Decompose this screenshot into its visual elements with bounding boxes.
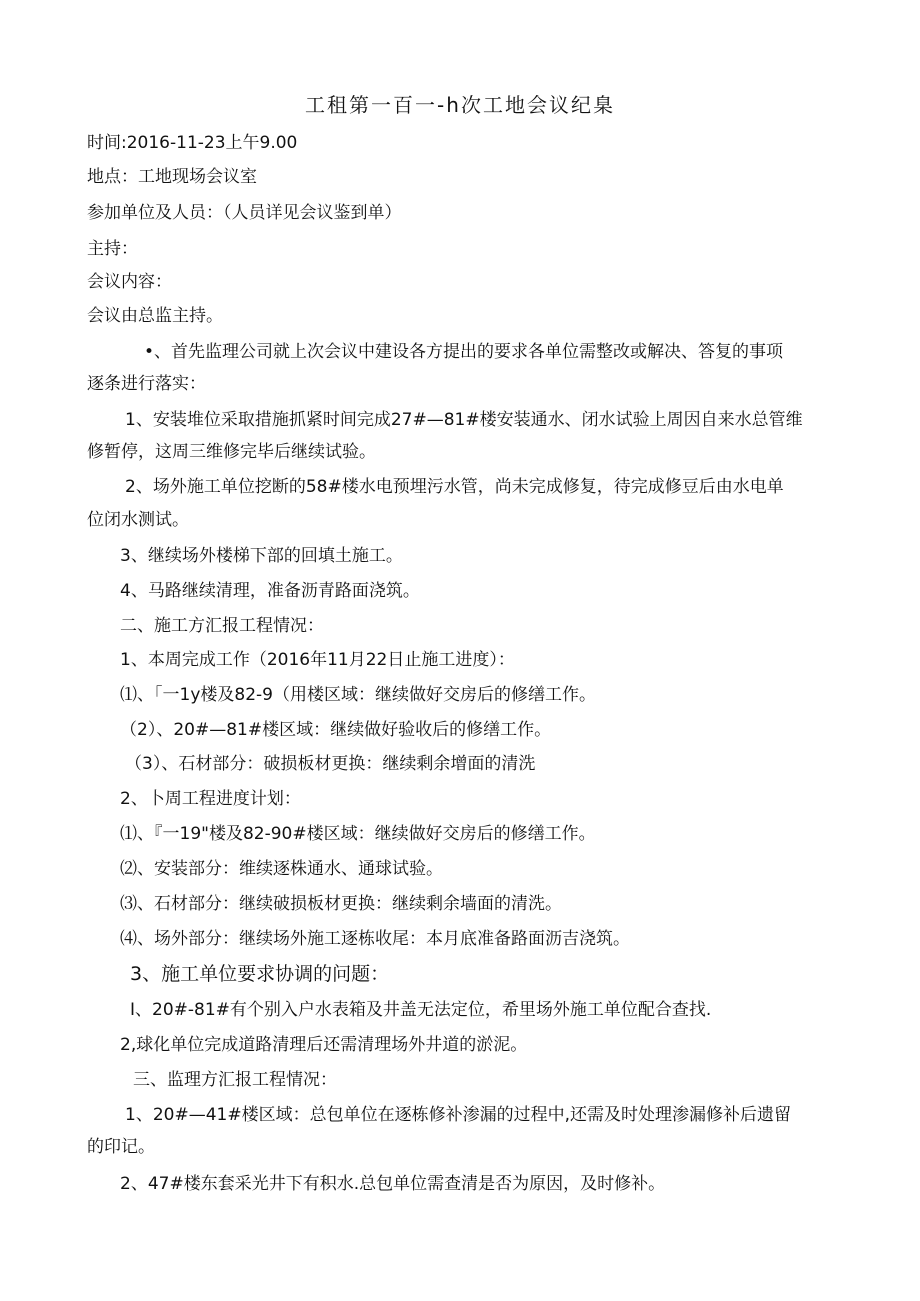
meeting-content-label: 会议内容： xyxy=(87,272,172,292)
section-heading: 二、施工方汇报工程情况： xyxy=(120,616,324,636)
meeting-attendees: 参加单位及人员：（人员详见会议鉴到单） xyxy=(87,203,402,223)
list-item: ⑶、石材部分：继续破损板材更换：继续剩余墙面的清洗。 xyxy=(120,894,562,914)
meeting-time: 时间:2016-11-23上午9.00 xyxy=(87,133,298,153)
paragraph-line: 修暂停，这周三维修完毕后继续试验。 xyxy=(87,442,376,462)
paragraph-line: 2、场外施工单位挖断的58#楼水电预埋污水管，尚未完成修复，待完成修豆后由水电单 xyxy=(125,477,784,497)
section-heading: 3、施工单位要求协调的问题： xyxy=(130,963,390,985)
paragraph-line: 1、20#—41#楼区域：总包单位在逐栋修补渗漏的过程中,还需及时处理渗漏修补后遗留 xyxy=(125,1105,791,1125)
document-title: 工租第一百一-h次工地会议纪臬 xyxy=(305,93,615,117)
paragraph-line: 4、马路继续清理，准备沥青路面浇筑。 xyxy=(120,581,420,601)
meeting-location: 地点：工地现场会议室 xyxy=(87,167,257,187)
meeting-chair-line: 会议由总监主持。 xyxy=(87,306,223,326)
paragraph-line: 2,球化单位完成道路清理后还需清理场外井道的淤泥。 xyxy=(120,1035,528,1055)
list-item: （3）、石材部分：破损板材更换：继续剩余增面的清洗 xyxy=(125,754,536,774)
paragraph-line: 2、47#楼东套采光井下有积水.总包单位需查清是否为原因，及时修补。 xyxy=(120,1174,666,1194)
paragraph-line: 2、卜周工程进度计划： xyxy=(120,789,301,809)
list-item: ⑴、「一1y楼及82-9（用楼区域：继续做好交房后的修缮工作。 xyxy=(120,685,596,705)
paragraph-line: 位闭水测试。 xyxy=(87,510,189,530)
list-item: （2）、20#—81#楼区域：继续做好验收后的修缮工作。 xyxy=(120,720,552,740)
paragraph-line: 1、本周完成工作（2016年11月22日止施工进度）： xyxy=(120,650,515,670)
paragraph-line: 1、安装堆位采取措施抓紧时间完成27#—81#楼安装通水、闭水试验上周因自来水总管维 xyxy=(125,410,803,430)
paragraph-line: 逐条进行落实： xyxy=(87,374,206,394)
list-item: ⑷、场外部分：继续场外施工逐栋收尾：本月底准备路面沥吉浇筑。 xyxy=(120,929,630,949)
list-item: ⑴、『一19"楼及82-90#楼区域：继续做好交房后的修缮工作。 xyxy=(120,824,596,844)
list-item: ⑵、安装部分：维续逐株通水、通球试验。 xyxy=(120,859,443,879)
paragraph-line: I、20#-81#有个别入户水表箱及井盖无法定位，希里场外施工单位配合查找. xyxy=(130,1000,712,1020)
paragraph-line: 的印记。 xyxy=(87,1137,155,1157)
paragraph-line: •、首先监理公司就上次会议中建设各方提出的要求各单位需整改或解决、答复的事项 xyxy=(144,342,784,362)
section-heading: 三、监理方汇报工程情况： xyxy=(133,1070,337,1090)
meeting-host: 主持： xyxy=(87,239,138,259)
paragraph-line: 3、继续场外楼梯下部的回填土施工。 xyxy=(120,546,403,566)
